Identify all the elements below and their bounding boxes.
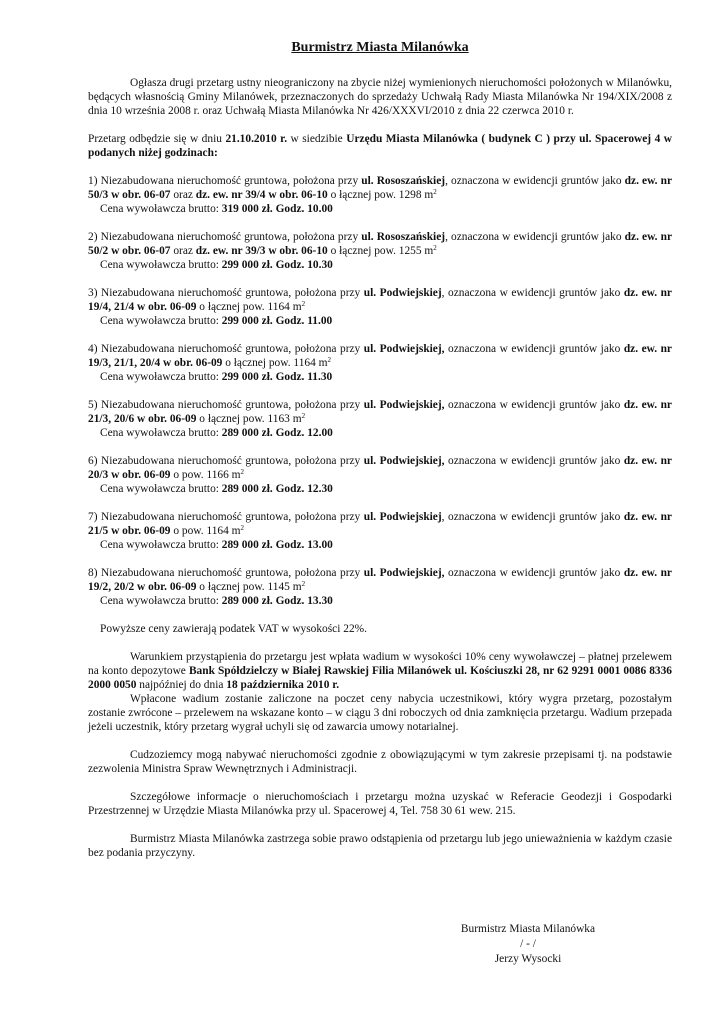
item-pre: Niezabudowana nieruchomość gruntowa, położona przy [100,231,362,243]
area-unit-exponent: 2 [433,188,437,196]
property-item [88,286,672,328]
signature-name: Jerzy Wysocki [494,953,562,965]
intro-paragraph: Ogłasza drugi przetarg ustny nieograniczony na zbycie niżej wymienionych nieruchomości położonych w Milanówku, będących własnością Gminy Milanówek, przeznaczonych do sprzedaży Uchwałą Rady Miasta Milanówka Nr 194/XIX/2008 z dnia 10 września 2008 r. oraz Uchwałą Miasta Milanówka Nr 426/XXXVI/2010 z dnia 22 czerwca 2010 r. [88,77,672,117]
area: o pow. 1166 m [170,469,241,481]
price-line [88,538,672,552]
property-description [88,230,672,258]
wadium-paragraph: Wpłacone wadium zostanie zaliczone na poczet ceny nabycia uczestnikowi, który wygra przetarg, pozostałym zostanie zwrócone – przelewem na wskazane konto – w ciągu 3 dni roboczych od dnia zamknięcia przetargu. Wadium przepada jeżeli uczestnik, który przetarg wygrał uchyli się od zawarcia umowy notarialnej. [88,693,672,733]
price-line [88,426,672,440]
parcel-number: dz. ew. nr 50/2 w obr. 06-07 [88,231,673,257]
property-description [88,342,672,370]
announcement-page [88,40,672,860]
price-label: Cena wywoławcza brutto: [100,203,222,215]
date-mid: w siedzibie [287,133,347,145]
item-mid: , oznaczona w ewidencji gruntów jako [441,511,624,523]
item-mid: , oznaczona w ewidencji gruntów jako [441,287,624,299]
area-unit-exponent: 2 [240,468,245,476]
deposit-pre: Warunkiem przystąpienia do przetargu jest wpłata wadium w wysokości 10% ceny wywoławczej – płatnej przelewem na konto depozytowe [88,651,672,677]
street-name: ul. Podwiejskiej, [363,343,445,355]
price-value: 319 000 zł. Godz. 10.00 [221,203,333,215]
street-name: ul. Podwiejskiej, [363,399,445,411]
price-label: Cena wywoławcza brutto: [100,539,222,551]
property-description [88,454,672,482]
price-label: Cena wywoławcza brutto: [100,259,222,271]
area-unit-exponent: 2 [301,300,306,308]
item-pre: Niezabudowana nieruchomość gruntowa, położona przy [101,567,364,579]
area-unit-exponent: 2 [240,524,245,532]
price-line [88,202,672,216]
parcel-number-2: dz. ew. nr 39/3 w obr. 06-10 [195,245,328,257]
item-mid: oznaczona w ewidencji gruntów jako [444,455,624,467]
item-number: 7) [88,511,98,523]
item-mid: oznaczona w ewidencji gruntów jako [444,567,624,579]
property-item [88,342,672,384]
auction-date: 21.10.2010 r. [225,133,288,145]
price-value: 289 000 zł. Godz. 13.00 [221,539,333,551]
item-pre: Niezabudowana nieruchomość gruntowa, położona przy [101,287,364,299]
parcel-number: dz. ew. nr 21/3, 20/6 w obr. 06-09 [88,399,672,425]
signature-block [438,922,618,967]
vat-note: Powyższe ceny zawierają podatek VAT w wysokości 22%. [100,623,367,635]
price-value: 299 000 zł. Godz. 10.30 [221,259,333,271]
price-label: Cena wywoławcza brutto: [100,315,222,327]
item-number: 8) [88,567,98,579]
item-mid: , oznaczona w ewidencji gruntów jako [445,175,625,187]
area: o pow. 1164 m [170,525,241,537]
property-item [88,566,672,608]
area: o łącznej pow. 1163 m [196,413,302,425]
price-label: Cena wywoławcza brutto: [100,427,222,439]
auction-date-paragraph [88,132,672,160]
area: o łącznej pow. 1164 m [222,357,328,369]
item-pre: Niezabudowana nieruchomość gruntowa, położona przy [101,343,364,355]
street-name: ul. Podwiejskiej [363,511,442,523]
price-value: 299 000 zł. Godz. 11.30 [221,371,333,383]
price-value: 289 000 zł. Godz. 13.30 [221,595,333,607]
item-number: 1) [88,175,98,187]
property-description [88,566,672,594]
item-number: 4) [88,343,98,355]
parcel-number: dz. ew. nr 20/3 w obr. 06-09 [88,455,672,481]
parcel-join: oraz [170,245,196,257]
item-pre: Niezabudowana nieruchomość gruntowa, położona przy [101,399,364,411]
price-line [88,314,672,328]
property-item [88,510,672,552]
property-item [88,174,672,216]
price-line [88,370,672,384]
deposit-mid: najpóźniej do dnia [136,679,227,691]
auction-place: Urzędu Miasta Milanówka ( budynek C ) przy ul. Spacerowej 4 w podanych niżej godzinach: [88,133,672,159]
area: o łącznej pow. 1145 m [196,581,302,593]
property-item [88,454,672,496]
deposit-deadline: 18 października 2010 r. [226,679,340,691]
area-unit-exponent: 2 [433,244,437,252]
street-name: ul. Podwiejskiej, [363,567,445,579]
item-mid: oznaczona w ewidencji gruntów jako [444,343,624,355]
price-label: Cena wywoławcza brutto: [100,371,222,383]
bank-account: Bank Spółdzielczy w Białej Rawskiej Filia Milanówek ul. Kościuszki 28, nr 62 9291 0001 0086 8336 2000 0050 [88,665,672,691]
parcel-number: dz. ew. nr 50/3 w obr. 06-07 [88,175,673,201]
area-unit-exponent: 2 [301,412,306,420]
item-number: 6) [88,455,98,467]
price-line [88,594,672,608]
street-name: ul. Rososzańskiej [361,175,446,187]
street-name: ul. Podwiejskiej [363,287,442,299]
item-mid: oznaczona w ewidencji gruntów jako [444,399,624,411]
price-value: 289 000 zł. Godz. 12.00 [221,427,333,439]
area: o łącznej pow. 1298 m [327,189,434,201]
parcel-number: dz. ew. nr 19/3, 21/1, 20/4 w obr. 06-09 [88,343,672,369]
info-paragraph: Szczegółowe informacje o nieruchomościach i przetargu można uzyskać w Referacie Geodezji i Gospodarki Przestrzennej w Urzędzie Miasta Milanówka przy ul. Spacerowej 4, Tel. 758 30 61 wew. 215. [88,791,672,817]
item-pre: Niezabudowana nieruchomość gruntowa, położona przy [101,511,364,523]
price-value: 299 000 zł. Godz. 11.00 [221,315,333,327]
street-name: ul. Podwiejskiej, [363,455,445,467]
deposit-paragraph [88,650,672,692]
property-list [88,174,672,608]
item-pre: Niezabudowana nieruchomość gruntowa, położona przy [101,455,364,467]
area-unit-exponent: 2 [301,580,306,588]
parcel-number: dz. ew. nr 19/2, 20/2 w obr. 06-09 [88,567,672,593]
parcel-number-2: dz. ew. nr 39/4 w obr. 06-10 [195,189,328,201]
price-line [88,482,672,496]
item-number: 2) [88,231,98,243]
item-number: 3) [88,287,98,299]
signature-mark: / - / [520,938,536,950]
item-pre: Niezabudowana nieruchomość gruntowa, położona przy [100,175,362,187]
item-number: 5) [88,399,98,411]
price-line [88,258,672,272]
foreigners-paragraph: Cudzoziemcy mogą nabywać nieruchomości zgodnie z obowiązującymi w tym zakresie przepisami tj. na podstawie zezwolenia Ministra Spraw Wewnętrznych i Administracji. [88,749,672,775]
parcel-number: dz. ew. nr 21/5 w obr. 06-09 [88,511,672,537]
area: o łącznej pow. 1255 m [327,245,434,257]
date-pre: Przetarg odbędzie się w dniu [88,133,226,145]
property-description [88,174,672,202]
page-title: Burmistrz Miasta Milanówka [291,40,469,55]
parcel-number: dz. ew. nr 19/4, 21/4 w obr. 06-09 [88,287,672,313]
property-description [88,510,672,538]
price-label: Cena wywoławcza brutto: [100,595,222,607]
signature-title: Burmistrz Miasta Milanówka [460,923,596,935]
area-unit-exponent: 2 [327,356,331,364]
item-mid: , oznaczona w ewidencji gruntów jako [445,231,625,243]
area: o łącznej pow. 1164 m [196,301,302,313]
street-name: ul. Rososzańskiej [361,231,446,243]
property-item [88,398,672,440]
parcel-join: oraz [170,189,196,201]
property-description [88,398,672,426]
property-description [88,286,672,314]
price-value: 289 000 zł. Godz. 12.30 [221,483,333,495]
reserve-paragraph: Burmistrz Miasta Milanówka zastrzega sobie prawo odstąpienia od przetargu lub jego unieważnienia w każdym czasie bez podania przyczyny. [88,833,672,859]
property-item [88,230,672,272]
price-label: Cena wywoławcza brutto: [100,483,222,495]
